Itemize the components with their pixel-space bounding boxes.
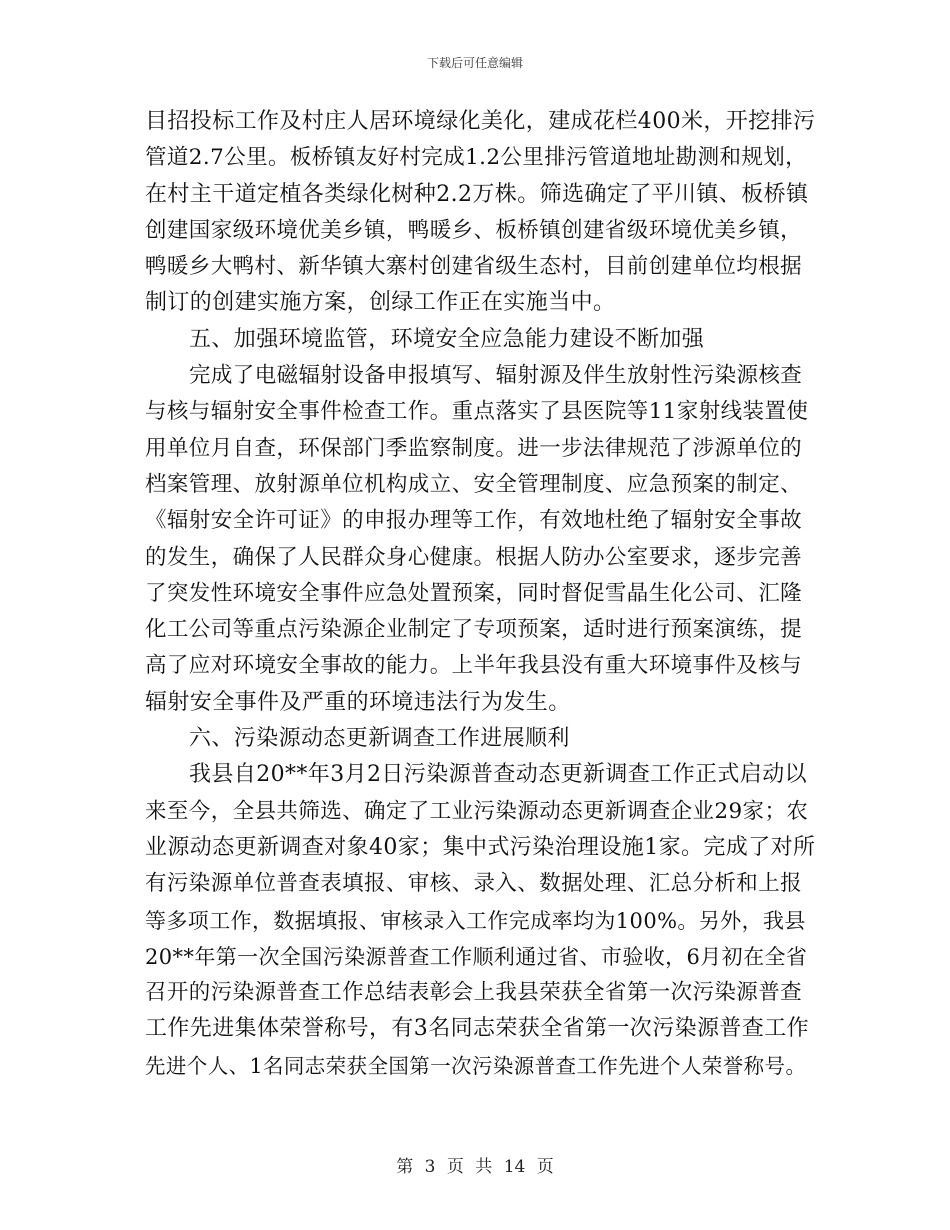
body-line: 与核与辐射安全事件检查工作。重点落实了县医院等11家射线装置使 (145, 399, 809, 425)
section-heading: 五、加强环境监管，环境安全应急能力建设不断加强 (189, 326, 705, 352)
body-line: 化工公司等重点污染源企业制定了专项预案，适时进行预案演练，提 (145, 617, 803, 643)
body-line: 鸭暖乡大鸭村、新华镇大寨村创建省级生态村，目前创建单位均根据 (145, 254, 803, 280)
body-line: 《辐射安全许可证》的申报办理等工作，有效地杜绝了辐射安全事故 (145, 508, 803, 534)
paragraph-first-line: 完成了电磁辐射设备申报填写、辐射源及伴生放射性污染源核查 (189, 363, 803, 389)
body-line: 工作先进集体荣誉称号，有3名同志荣获全省第一次污染源普查工作 (145, 1016, 809, 1042)
body-line: 了突发性环境安全事件应急处置预案，同时督促雪晶生化公司、汇隆 (145, 580, 803, 606)
body-line: 在村主干道定植各类绿化树种2.2万株。筛选确定了平川镇、板桥镇 (145, 181, 809, 207)
body-line: 先进个人、1名同志荣获全国第一次污染源普查工作先进个人荣誉称号。 (145, 1053, 807, 1078)
body-line: 召开的污染源普查工作总结表彰会上我县荣获全省第一次污染源普查 (145, 980, 803, 1006)
paragraph-first-line: 我县自20**年3月2日污染源普查动态更新调查工作正式启动以 (189, 762, 807, 788)
body-line: 高了应对环境安全事故的能力。上半年我县没有重大环境事件及核与 (145, 653, 803, 679)
document-body (145, 104, 815, 1084)
section-heading: 六、污染源动态更新调查工作进展顺利 (189, 726, 570, 752)
body-line: 20**年第一次全国污染源普查工作顺利通过省、市验收，6月初在全省 (145, 944, 808, 969)
body-line: 档案管理、放射源单位机构成立、安全管理制度、应急预案的制定、 (145, 471, 803, 497)
body-line: 来至今，全县共筛选、确定了工业污染源动态更新调查企业29家；农 (145, 798, 809, 824)
body-line: 的发生，确保了人民群众身心健康。根据人防办公室要求，逐步完善 (145, 544, 803, 570)
page-number-footer: 第 3 页 共 14 页 (396, 1157, 554, 1177)
page-header-note: 下载后可任意编辑 (426, 56, 523, 70)
body-line: 业源动态更新调查对象40家；集中式污染治理设施1家。完成了对所 (145, 834, 816, 860)
body-line: 有污染源单位普查表填报、审核、录入、数据处理、汇总分析和上报 (145, 871, 803, 897)
body-line: 等多项工作，数据填报、审核录入工作完成率均为100%。另外，我县 (145, 908, 806, 933)
body-line: 目招投标工作及村庄人居环境绿化美化，建成花栏400米，开挖排污 (145, 109, 816, 134)
body-line: 管道2.7公里。板桥镇友好村完成1.2公里排污管道地址勘测和规划， (145, 145, 808, 171)
body-line: 制订的创建实施方案，创绿工作正在实施当中。 (145, 290, 616, 316)
body-line: 用单位月自查，环保部门季监察制度。进一步法律规范了涉源单位的 (145, 435, 803, 461)
body-line: 辐射安全事件及严重的环境违法行为发生。 (145, 689, 571, 715)
body-line: 创建国家级环境优美乡镇，鸭暖乡、板桥镇创建省级环境优美乡镇， (145, 217, 803, 243)
